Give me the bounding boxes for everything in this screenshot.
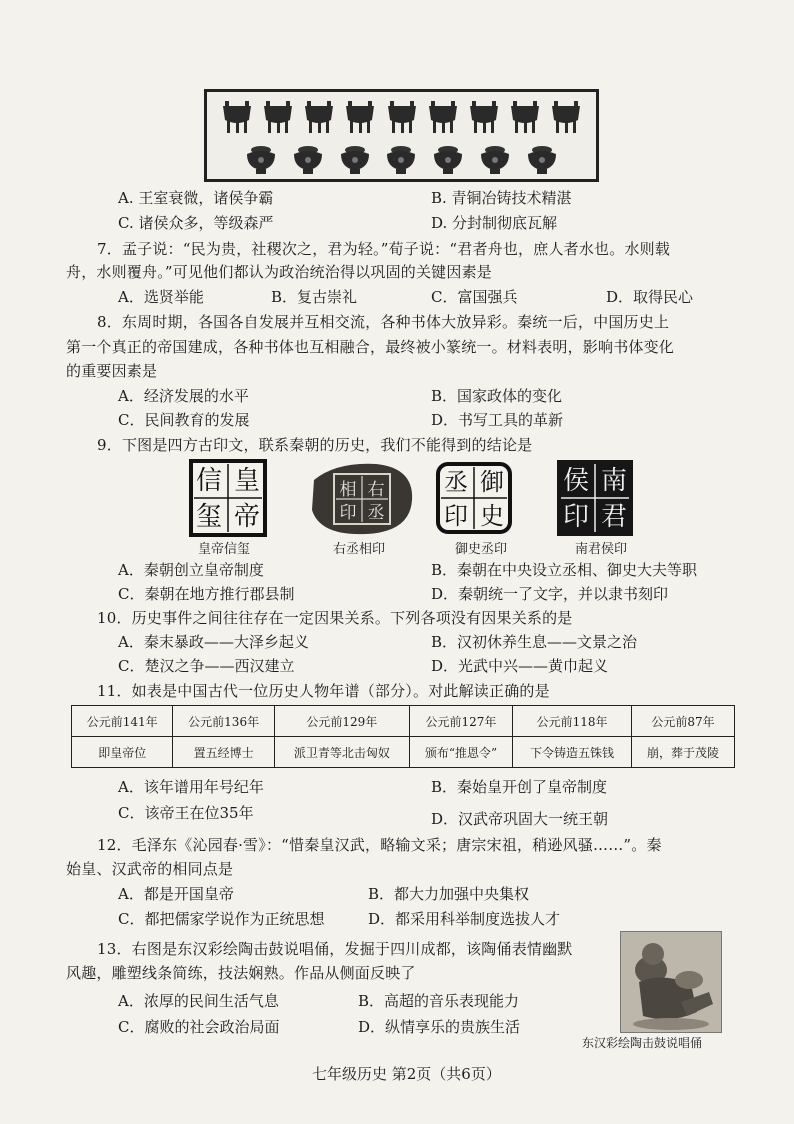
q8-option-c[interactable]: C．民间教育的发展 xyxy=(118,411,250,429)
q13-option-a[interactable]: A．浓厚的民间生活气息 xyxy=(118,992,279,1010)
table-cell-event: 颁布“推恩令” xyxy=(409,737,512,768)
q8-stem-line1: 8．东周时期，各国各自发展并互相交流，各种书体大放异彩。秦统一后，中国历史上 xyxy=(97,313,670,331)
gui-vessel-icon xyxy=(243,142,279,176)
q13-stem-line2: 风趣，雕塑线条简练，技法娴熟。作品从侧面反映了 xyxy=(66,964,416,982)
q7-stem-line1: 7．孟子说：“民为贵，社稷次之，君为轻。”荀子说：“君者舟也，庶人者水也。水则载 xyxy=(97,240,671,258)
q11-option-c[interactable]: C．该帝王在位35年 xyxy=(118,804,254,822)
gui-vessel-row xyxy=(219,142,584,176)
table-cell-event: 崩，葬于茂陵 xyxy=(632,737,735,768)
ding-vessel-icon xyxy=(425,100,461,134)
q9-option-c[interactable]: C．秦朝在地方推行郡县制 xyxy=(118,585,295,603)
table-cell-year: 公元前127年 xyxy=(409,706,512,737)
seal-char: 帝 xyxy=(233,502,261,532)
chronology-table xyxy=(71,705,735,768)
gui-vessel-icon xyxy=(430,142,466,176)
seal-char: 玺 xyxy=(195,502,223,532)
seal-char: 侯 xyxy=(562,466,590,496)
table-row xyxy=(72,706,735,737)
drummer-figurine-photo xyxy=(620,931,722,1033)
table-cell-year: 公元前141年 xyxy=(72,706,173,737)
q7-option-d[interactable]: D．取得民心 xyxy=(606,288,694,306)
ding-vessel-icon xyxy=(260,100,296,134)
table-cell-event: 置五经博士 xyxy=(173,737,274,768)
q12-option-d[interactable]: D．都采用科举制度选拔人才 xyxy=(368,910,561,928)
seal-caption: 南君侯印 xyxy=(575,542,628,557)
q9-option-d[interactable]: D．秦朝统一了文字，并以隶书刻印 xyxy=(431,585,669,603)
q13-option-b[interactable]: B．高超的音乐表现能力 xyxy=(358,992,520,1010)
seal-char: 印 xyxy=(562,502,590,532)
seal-char: 君 xyxy=(600,502,628,532)
q13-option-d[interactable]: D．纵情享乐的贵族生活 xyxy=(358,1018,521,1036)
seal-char: 御 xyxy=(480,468,504,496)
q12-stem-line1: 12．毛泽东《沁园春·雪》：“惜秦皇汉武，略输文采；唐宗宋祖，稍逊风骚……”。秦 xyxy=(97,836,662,854)
ding-vessel-icon xyxy=(548,100,584,134)
q13-option-c[interactable]: C．腐败的社会政治局面 xyxy=(118,1018,280,1036)
figurine-icon xyxy=(621,932,721,1032)
q7-stem-line2: 舟，水则覆舟。”可见他们都认为政治统治得以巩固的关键因素是 xyxy=(66,263,492,281)
table-cell-event: 下令铸造五铢钱 xyxy=(513,737,632,768)
q10-option-b[interactable]: B．汉初休养生息——文景之治 xyxy=(431,633,638,651)
q8-stem-line3: 的重要因素是 xyxy=(66,362,158,380)
q11-option-b[interactable]: B．秦始皇开创了皇帝制度 xyxy=(431,778,608,796)
seal-youchengxiang xyxy=(306,460,418,538)
q7-option-b[interactable]: B．复古崇礼 xyxy=(271,288,358,306)
seal-char: 相 xyxy=(339,480,357,500)
q11-option-d[interactable]: D．汉武帝巩固大一统王朝 xyxy=(431,810,609,828)
q9-option-a[interactable]: A．秦朝创立皇帝制度 xyxy=(118,561,264,579)
table-cell-year: 公元前87年 xyxy=(632,706,735,737)
gui-vessel-icon xyxy=(337,142,373,176)
q8-option-b[interactable]: B．国家政体的变化 xyxy=(431,387,563,405)
table-cell-event: 即皇帝位 xyxy=(72,737,173,768)
q8-option-d[interactable]: D．书写工具的革新 xyxy=(431,411,564,429)
table-cell-year: 公元前118年 xyxy=(513,706,632,737)
seal-char: 右 xyxy=(367,480,385,500)
ding-vessel-icon xyxy=(384,100,420,134)
seal-char: 皇 xyxy=(233,466,261,496)
q11-option-a[interactable]: A．该年谱用年号纪年 xyxy=(118,778,264,796)
q7-option-a[interactable]: A．选贤举能 xyxy=(118,288,204,306)
bronze-vessel-image xyxy=(204,89,599,182)
seal-yushi-chengyin xyxy=(434,458,514,538)
ding-vessel-icon xyxy=(342,100,378,134)
seal-caption: 皇帝信玺 xyxy=(198,542,251,557)
seal-char: 印 xyxy=(444,502,468,530)
q12-option-a[interactable]: A．都是开国皇帝 xyxy=(118,885,234,903)
seal-char: 信 xyxy=(195,466,223,496)
q6-option-a[interactable]: A. 王室衰微，诸侯争霸 xyxy=(118,189,274,207)
ding-vessel-icon xyxy=(507,100,543,134)
q12-stem-line2: 始皇、汉武帝的相同点是 xyxy=(66,860,234,878)
q6-option-b[interactable]: B. 青铜冶铸技术精湛 xyxy=(431,189,572,207)
photo-caption: 东汉彩绘陶击鼓说唱俑 xyxy=(582,1036,703,1050)
q11-stem: 11．如表是中国古代一位历史人物年谱（部分）。对此解读正确的是 xyxy=(97,682,550,700)
ding-vessel-icon xyxy=(301,100,337,134)
table-cell-year: 公元前129年 xyxy=(274,706,409,737)
q13-stem-line1: 13．右图是东汉彩绘陶击鼓说唱俑，发掘于四川成都，该陶俑表情幽默 xyxy=(97,940,573,958)
q8-option-a[interactable]: A．经济发展的水平 xyxy=(118,387,249,405)
ding-vessel-row xyxy=(219,100,584,134)
page-footer: 七年级历史 第2页（共6页） xyxy=(312,1065,501,1083)
table-cell-event: 派卫青等北击匈奴 xyxy=(274,737,409,768)
q12-option-c[interactable]: C．都把儒家学说作为正统思想 xyxy=(118,910,325,928)
seal-caption: 右丞相印 xyxy=(333,542,386,557)
seal-nanjun-houyin xyxy=(555,458,635,538)
ding-vessel-icon xyxy=(466,100,502,134)
q10-option-d[interactable]: D．光武中兴——黄巾起义 xyxy=(431,657,609,675)
seal-caption: 御史丞印 xyxy=(455,542,508,557)
seal-char: 南 xyxy=(600,466,628,496)
q6-option-d[interactable]: D. 分封制彻底瓦解 xyxy=(431,214,558,232)
seal-char: 丞 xyxy=(367,503,385,523)
q9-option-b[interactable]: B．秦朝在中央设立丞相、御史大夫等职 xyxy=(431,561,698,579)
q8-stem-line2: 第一个真正的帝国建成，各种书体也互相融合，最终被小篆统一。材料表明，影响书体变化 xyxy=(66,338,675,356)
seal-huangdi-xinxi xyxy=(188,458,268,538)
table-cell-year: 公元前136年 xyxy=(173,706,274,737)
q12-option-b[interactable]: B．都大力加强中央集权 xyxy=(368,885,530,903)
q10-option-c[interactable]: C．楚汉之争——西汉建立 xyxy=(118,657,295,675)
gui-vessel-icon xyxy=(477,142,513,176)
seal-char: 丞 xyxy=(444,468,468,496)
table-row xyxy=(72,737,735,768)
gui-vessel-icon xyxy=(383,142,419,176)
q9-stem: 9．下图是四方古印文，联系秦朝的历史，我们不能得到的结论是 xyxy=(97,436,533,454)
seal-char: 史 xyxy=(480,502,504,530)
q6-option-c[interactable]: C. 诸侯众多，等级森严 xyxy=(118,214,274,232)
q10-stem: 10．历史事件之间往往存在一定因果关系。下列各项没有因果关系的是 xyxy=(97,609,573,627)
seal-char: 印 xyxy=(339,503,357,523)
gui-vessel-icon xyxy=(524,142,560,176)
ding-vessel-icon xyxy=(219,100,255,134)
q7-option-c[interactable]: C．富国强兵 xyxy=(431,288,518,306)
gui-vessel-icon xyxy=(290,142,326,176)
q10-option-a[interactable]: A．秦末暴政——大泽乡起义 xyxy=(118,633,309,651)
